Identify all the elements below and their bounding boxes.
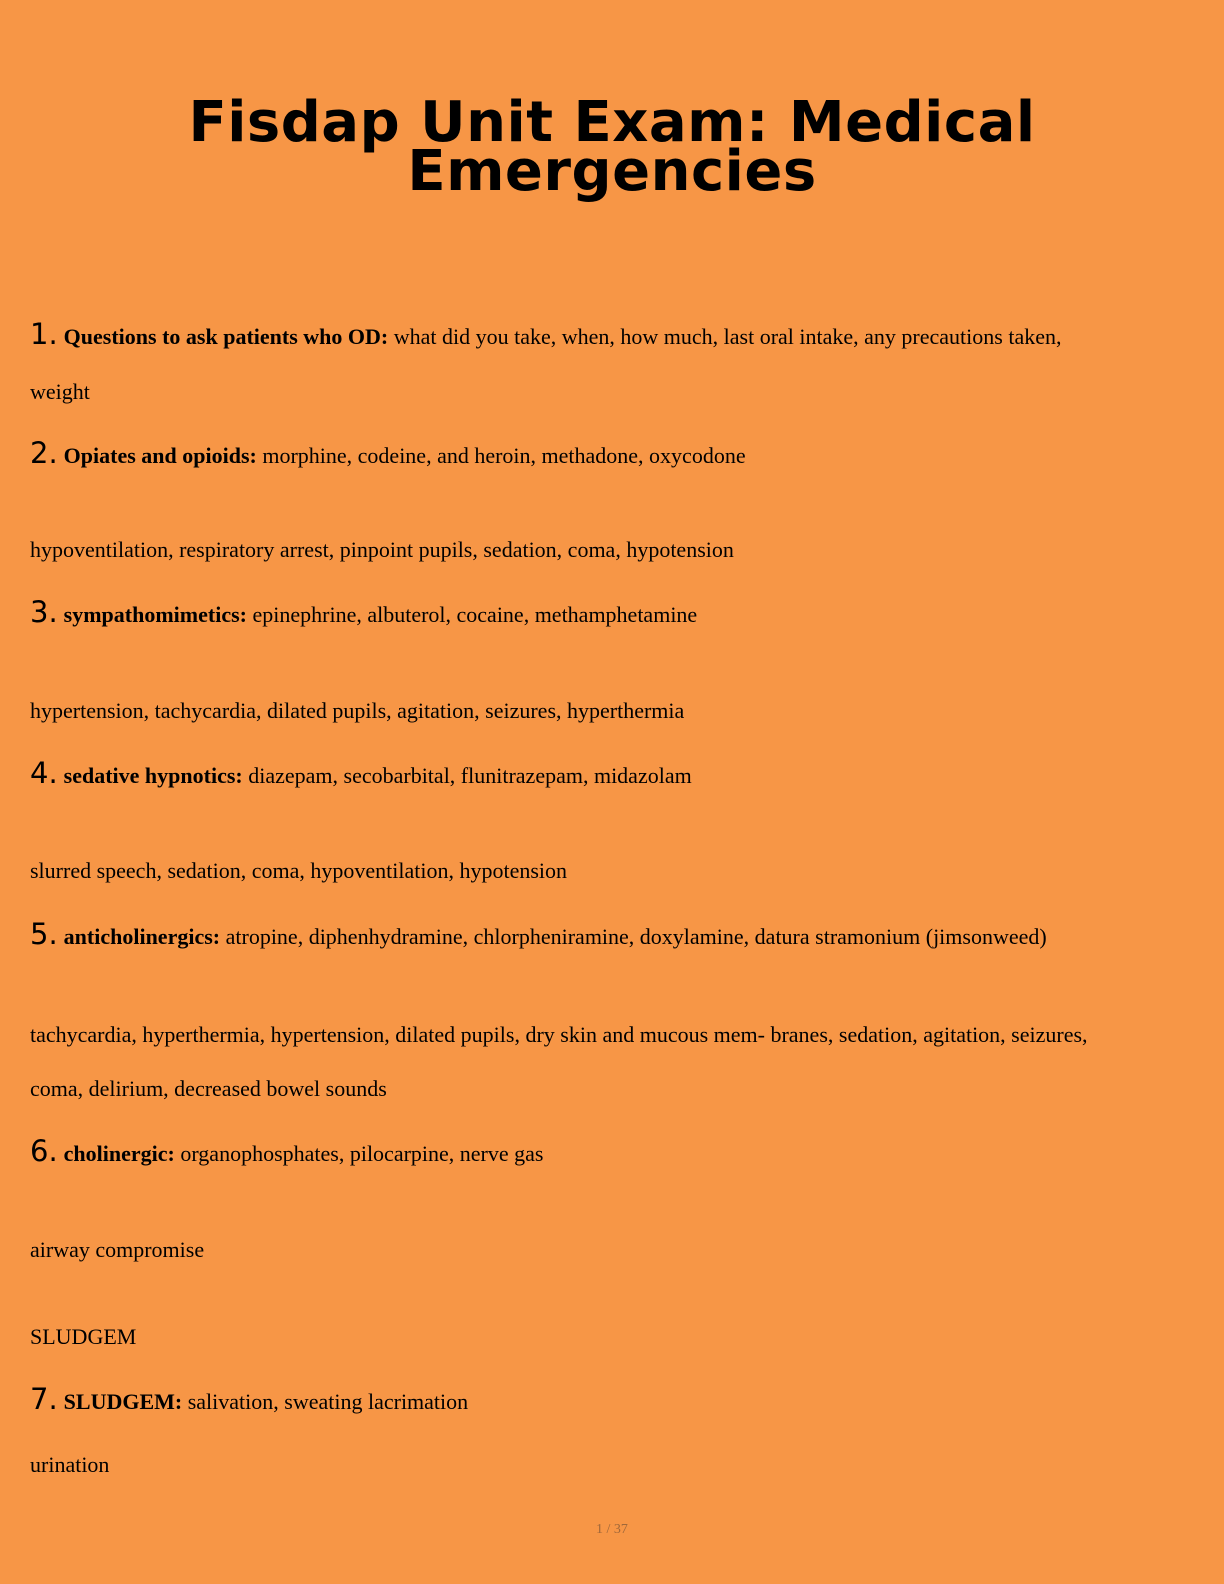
item-definition: diazepam, secobarbital, flunitrazepam, midazolam: [248, 763, 692, 788]
list-item: [30, 1382, 469, 1416]
item-definition: atropine, diphenhydramine, chlorpheniramine, doxylamine, datura stramonium (jimsonweed): [225, 924, 1047, 949]
item-continuation: slurred speech, sedation, coma, hypoventilation, hypotension: [30, 858, 568, 883]
item-term: Questions to ask patients who OD:: [63, 324, 389, 349]
list-item: [30, 436, 746, 470]
item-continuation: tachycardia, hyperthermia, hypertension, dilated pupils, dry skin and mucous mem- branes, sedation, agitation, seizures,: [30, 1022, 1088, 1047]
item-definition: epinephrine, albuterol, cocaine, methamphetamine: [252, 602, 698, 627]
list-item: [30, 317, 1062, 351]
item-number: 1.: [30, 317, 58, 351]
item-number: 5.: [30, 917, 58, 951]
item-number: 4.: [30, 756, 58, 790]
item-definition: what did you take, when, how much, last oral intake, any precautions taken,: [393, 324, 1062, 349]
item-term: Opiates and opioids:: [63, 443, 257, 468]
title-line-1: Fisdap Unit Exam: Medical: [188, 90, 1036, 155]
item-continuation: weight: [30, 379, 90, 404]
item-definition: salivation, sweating lacrimation: [187, 1389, 469, 1414]
item-continuation: airway compromise: [30, 1237, 205, 1262]
item-continuation: urination: [30, 1452, 110, 1477]
item-definition: organophosphates, pilocarpine, nerve gas: [180, 1141, 544, 1166]
item-term: SLUDGEM:: [63, 1389, 183, 1414]
item-number: 3.: [30, 595, 58, 629]
item-number: 6.: [30, 1134, 58, 1168]
document-title: [100, 90, 1124, 204]
item-number: 7.: [30, 1382, 58, 1416]
page-indicator: 1 / 37: [596, 1522, 628, 1537]
title-line-2: Emergencies: [407, 139, 817, 204]
item-continuation: coma, delirium, decreased bowel sounds: [30, 1076, 387, 1101]
item-continuation: SLUDGEM: [30, 1324, 137, 1349]
item-term: sympathomimetics:: [63, 602, 247, 627]
item-continuation: hypoventilation, respiratory arrest, pinpoint pupils, sedation, coma, hypotension: [30, 537, 734, 562]
item-number: 2.: [30, 436, 58, 470]
item-definition: morphine, codeine, and heroin, methadone, oxycodone: [262, 443, 746, 468]
item-term: anticholinergics:: [63, 924, 221, 949]
item-continuation: hypertension, tachycardia, dilated pupils, agitation, seizures, hyperthermia: [30, 698, 685, 723]
list-item: [30, 1134, 544, 1168]
item-term: cholinergic:: [63, 1141, 175, 1166]
item-term: sedative hypnotics:: [63, 763, 243, 788]
list-item: [30, 917, 1047, 951]
list-item: [30, 756, 692, 790]
list-item: [30, 595, 698, 629]
